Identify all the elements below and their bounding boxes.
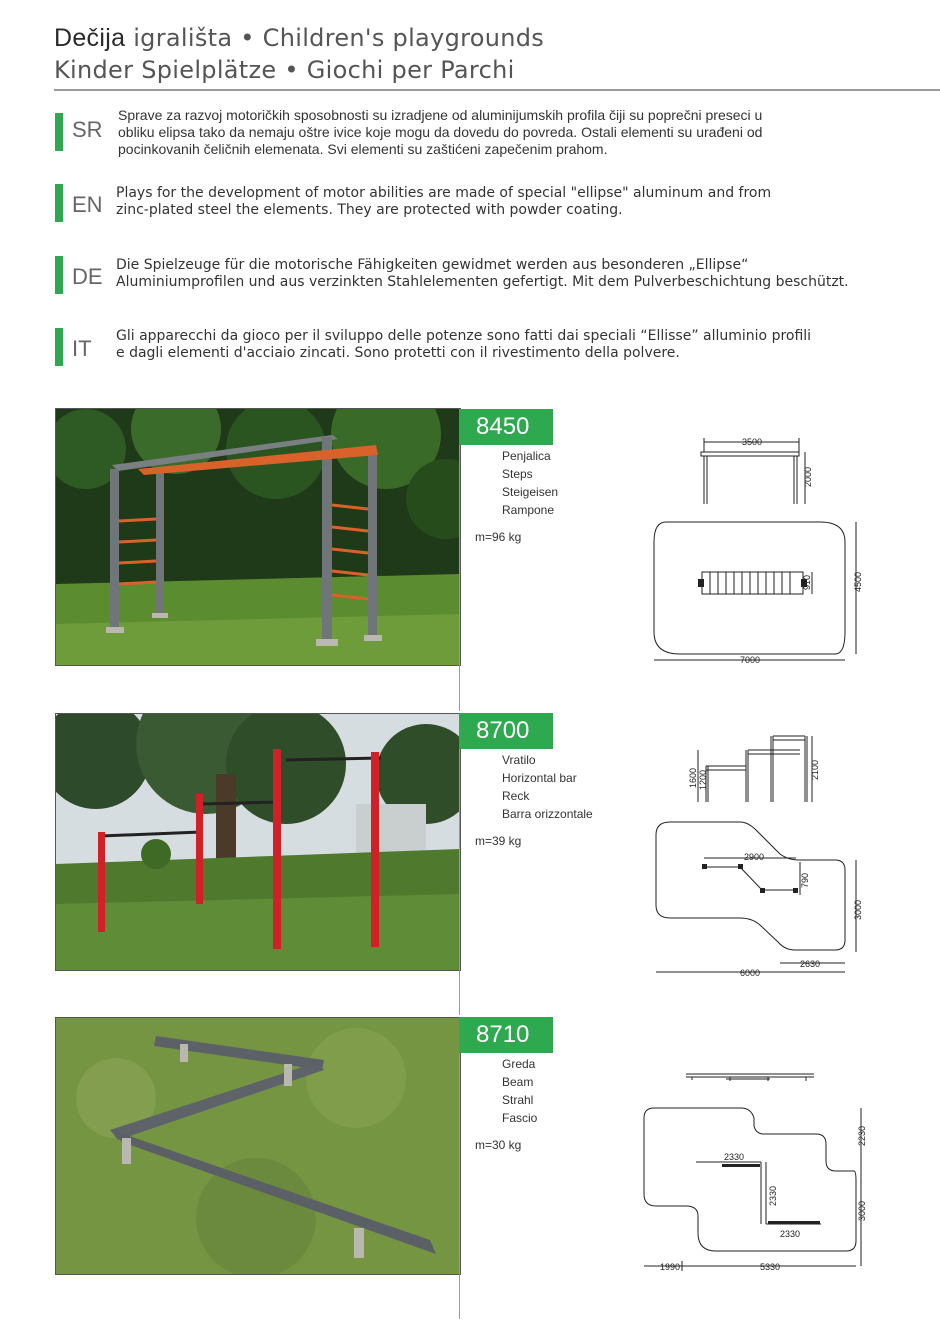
text-line: Sprave za razvoj motoričkih sposobnosti su izradjene od aluminijumskih profila čiji su poprečni preseci u: [118, 107, 763, 123]
dim-mid: 2330: [768, 1185, 778, 1206]
dim-top: 2330: [724, 1152, 745, 1162]
lang-code-it: IT: [72, 336, 92, 361]
dim-h-bottom: 3000: [857, 1200, 867, 1221]
name-de: Steigeisen: [502, 485, 559, 499]
product-mass-8700: m=39 kg: [475, 834, 522, 848]
name-de: Strahl: [502, 1093, 534, 1107]
text-line: Die Spielzeuge für die motorische Fähigkeiten gewidmet werden aus besonderen „Ellipse“: [116, 257, 749, 273]
sr-marker: [55, 113, 63, 151]
product-code-8710: 8710: [459, 1017, 553, 1053]
lang-code-sr: SR: [72, 117, 103, 142]
product-names-8450: [502, 447, 558, 519]
name-de: Reck: [502, 789, 530, 803]
text-line: pocinkovanih čeličnih elemenata. Svi elementi su zaštićeni zapečenim prahom.: [118, 141, 608, 157]
dim-w-right: 5330: [760, 1262, 781, 1272]
name-it: Rampone: [502, 503, 555, 517]
text-line: zinc-plated steel the elements. They are protected with powder coating.: [116, 202, 623, 218]
description-it: [116, 328, 811, 362]
name-sr: Penjalica: [502, 449, 551, 463]
name-sr: Vratilo: [502, 753, 536, 767]
name-en: Beam: [502, 1075, 534, 1089]
dim-h2: 1200: [698, 769, 708, 790]
product-code-8450: 8450: [459, 409, 553, 445]
name-it: Barra orizzontale: [502, 807, 593, 821]
description-en: [116, 185, 771, 219]
product-photo-8710: [55, 1017, 461, 1275]
dim-area-height: 3000: [853, 899, 863, 920]
dim-depth: 910: [802, 574, 812, 590]
product-divider: [459, 445, 460, 711]
title-line1-rest: igrališta • Children's playgrounds: [133, 24, 545, 52]
product-mass-8450: m=96 kg: [475, 530, 522, 544]
dim-h1: 1600: [688, 767, 698, 788]
product-mass-8710: m=30 kg: [475, 1138, 522, 1152]
text-line: e dagli elementi d'acciaio zincati. Sono protetti con il rivestimento della polvere.: [116, 345, 680, 361]
product-names-8710: [502, 1055, 537, 1127]
de-marker: [55, 256, 63, 294]
dim-bottom: 2330: [780, 1229, 801, 1239]
en-marker: [55, 184, 63, 222]
dim-h-top: 2230: [857, 1125, 867, 1146]
product-code-8700: 8700: [459, 713, 553, 749]
text-line: Gli apparecchi da gioco per il sviluppo delle potenze sono fatti dai speciali “Ellisse” alluminio profili: [116, 328, 812, 344]
dim-inner: 2630: [800, 959, 821, 969]
name-en: Steps: [502, 467, 533, 481]
name-sr: Greda: [502, 1057, 536, 1071]
dim-area-height: 4500: [853, 571, 863, 592]
it-marker: [55, 328, 63, 366]
dim-offset: 790: [800, 872, 810, 888]
dim-w-left: 1990: [660, 1262, 681, 1272]
dim-h3: 2100: [810, 759, 820, 780]
technical-drawing-8450: [640, 432, 870, 672]
description-sr: [118, 107, 762, 158]
name-it: Fascio: [502, 1111, 538, 1125]
product-photo-8450: [55, 408, 461, 666]
title-word: Dečija: [54, 24, 126, 52]
product-names-8700: [502, 751, 593, 823]
header-divider: [54, 89, 940, 91]
dim-span: 2900: [744, 852, 765, 862]
dim-top-width: 3500: [742, 437, 763, 447]
lang-code-de: DE: [72, 264, 103, 289]
description-de: [116, 257, 849, 291]
page-subtitle: Kinder Spielplätze • Giochi per Parchi: [54, 56, 515, 84]
technical-drawing-8710: [636, 1066, 876, 1276]
product-photo-8700: [55, 713, 461, 971]
dim-area-width: 6000: [740, 968, 761, 978]
lang-code-en: EN: [72, 192, 103, 217]
text-line: Plays for the development of motor abilities are made of special "ellipse" aluminum and from: [116, 185, 772, 201]
text-line: Aluminiumprofilen und aus verzinkten Stahlelementen gefertigt. Mit dem Pulverbeschichtung beschützt.: [116, 274, 849, 290]
dim-height: 2000: [803, 466, 813, 487]
product-divider: [459, 1053, 460, 1319]
dim-area-width: 7000: [740, 655, 761, 665]
name-en: Horizontal bar: [502, 771, 577, 785]
text-line: obliku elipsa tako da nemaju oštre ivice koje mogu da dovedu do povreda. Ostali elementi su urađeni od: [118, 124, 763, 140]
product-divider: [459, 749, 460, 1015]
technical-drawing-8700: [640, 730, 870, 980]
page-title: [54, 24, 544, 53]
